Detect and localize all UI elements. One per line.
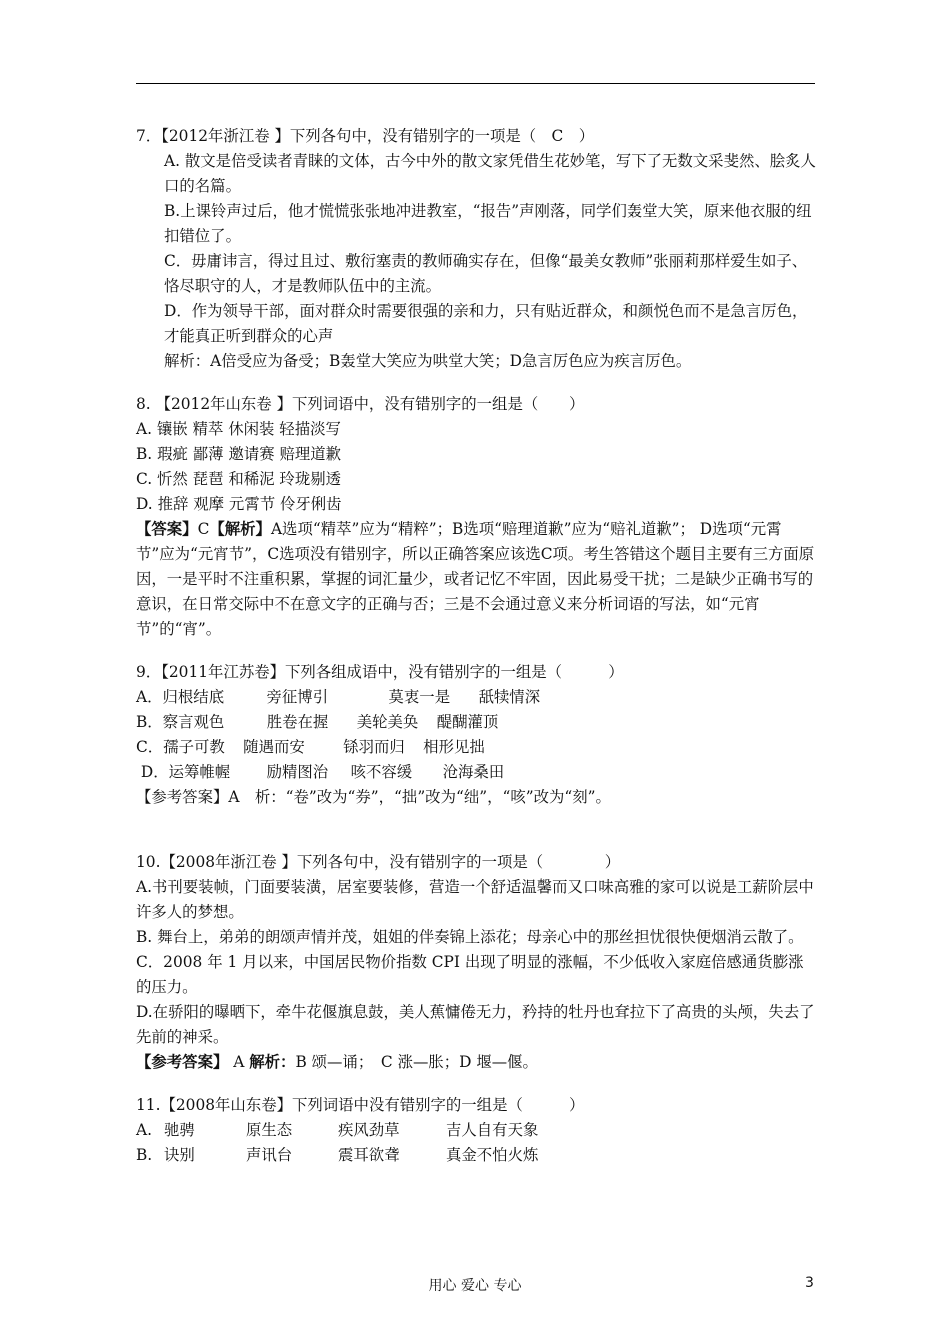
q11-word: 声讯台 xyxy=(246,1146,293,1164)
q9-option-label: B． xyxy=(136,713,163,731)
q8-analysis-label: 【解析】 xyxy=(209,520,271,538)
q9-answer: 【参考答案】A 析：“卷”改为“券”，“拙”改为“绌”，“咳”改为“刻”。 xyxy=(136,788,611,806)
q11-option-label: A. xyxy=(136,1121,157,1139)
q11-option-b xyxy=(136,1143,816,1168)
q11-word: 疾风劲草 xyxy=(338,1121,400,1139)
q9-option-a xyxy=(136,685,816,710)
q9-word: 咳不容缓 xyxy=(350,763,413,781)
q10-answer-label: 【参考答案】 xyxy=(136,1053,229,1071)
q7-option-c: C．毋庸讳言，得过且过、敷衍塞责的教师确实存在，但像“最美女教师”张丽莉那样爱生如子、恪尽职守的人，才是教师队伍中的主流。 xyxy=(164,252,808,295)
q8-answer-value: C xyxy=(197,520,210,538)
q9-word: 胜卷在握 xyxy=(266,713,329,731)
q9-option-b xyxy=(136,710,816,735)
q10-answer-block xyxy=(136,1050,816,1075)
q11-option-label: B. xyxy=(136,1146,158,1164)
q9-option-label: C． xyxy=(136,738,164,756)
page-content xyxy=(136,124,816,1168)
q8-answer-label: 【答案】 xyxy=(136,520,198,538)
q9-option-d xyxy=(136,760,816,785)
q10-option-a: A.书刊要装帧，门面要装潢，居室要装修，营造一个舒适温馨而又口味高雅的家可以说是工薪阶层中许多人的梦想。 xyxy=(136,878,814,921)
q9-word: 沧海桑田 xyxy=(442,763,505,781)
q9-word: 随遇而安 xyxy=(243,738,305,756)
q9-option-c xyxy=(136,735,816,760)
q10-option-c: C．2008 年 1 月以来，中国居民物价指数 CPI 出现了明显的涨幅，不少低收入家庭倍感通货膨涨的压力。 xyxy=(136,953,804,996)
header-rule xyxy=(136,83,815,84)
q7-option-a: A. 散文是倍受读者青睐的文体，古今中外的散文家凭借生花妙笔，写下了无数文采斐然、脍炙人口的名篇。 xyxy=(164,152,816,195)
q9-word: 孺子可教 xyxy=(163,738,225,756)
q7-analysis: 解析：A倍受应为备受；B轰堂大笑应为哄堂大笑；D急言厉色应为疾言厉色。 xyxy=(164,352,692,370)
q9-word: 归根结底 xyxy=(162,688,225,706)
q8-title: 8. 【2012年山东卷 】下列词语中，没有错别字的一组是（ ） xyxy=(136,395,585,413)
q11-word: 原生态 xyxy=(246,1121,293,1139)
q9-word: 美轮美奂 xyxy=(356,713,419,731)
q9-word: 醍醐灌顶 xyxy=(436,713,499,731)
q9-option-label: A． xyxy=(136,688,163,706)
page-number: 3 xyxy=(805,1275,814,1291)
q10-option-d: D.在骄阳的曝晒下，牵牛花偃旗息鼓，美人蕉慵倦无力，矜持的牡丹也耷拉下了高贵的头颅，失去了先前的神采。 xyxy=(136,1003,815,1046)
q8-option-c: C. 忻然 琵琶 和稀泥 玲珑剔透 xyxy=(136,470,341,488)
q9-word: 察言观色 xyxy=(162,713,225,731)
footer-motto: 用心 爱心 专心 xyxy=(428,1278,522,1294)
q7-title: 7．【2012年浙江卷 】下列各句中，没有错别字的一项是（ C ） xyxy=(136,127,595,145)
q10-title: 10.【2008年浙江卷 】下列各句中，没有错别字的一项是（ ） xyxy=(136,853,621,871)
q10-analysis: B 颂—诵； C 涨—胀；D 堰—偃。 xyxy=(295,1053,538,1071)
q9-word: 莫衷一是 xyxy=(388,688,451,706)
q8-answer-block xyxy=(136,517,816,642)
q11-option-a xyxy=(136,1118,816,1143)
q10-answer-value: A xyxy=(228,1053,250,1071)
q11-word: 吉人自有天象 xyxy=(446,1121,539,1139)
q8-option-d: D. 推辞 观摩 元霄节 伶牙俐齿 xyxy=(136,495,342,513)
q10-analysis-label: 解析： xyxy=(249,1053,296,1071)
q7-option-b: B.上课铃声过后，他才慌慌张张地冲进教室，“报告”声刚落，同学们轰堂大笑，原来他衣服的纽扣错位了。 xyxy=(164,202,812,245)
q11-title: 11.【2008年山东卷】下列词语中没有错别字的一组是（ ） xyxy=(136,1096,585,1114)
q8-option-a: A. 镶嵌 精萃 休闲装 轻描淡写 xyxy=(136,420,341,438)
q9-word: 舐犊情深 xyxy=(478,688,541,706)
q9-word: 励精图治 xyxy=(266,763,329,781)
q8-option-b: B. 瑕疵 鄙薄 邀请赛 赔理道歉 xyxy=(136,445,342,463)
q9-word: 相形见拙 xyxy=(423,738,485,756)
q9-title: 9．【2011年江苏卷】下列各组成语中，没有错别字的一组是（ ） xyxy=(136,663,624,681)
q11-word: 震耳欲聋 xyxy=(338,1146,400,1164)
q10-option-b: B. 舞台上，弟弟的朗颂声情并茂，姐姐的伴奏锦上添花；母亲心中的那丝担忧很快便烟消云散了。 xyxy=(136,928,804,946)
q11-word: 真金不怕火炼 xyxy=(446,1146,539,1164)
q9-word: 旁征博引 xyxy=(266,688,329,706)
q9-word: 铩羽而归 xyxy=(343,738,405,756)
q8-analysis: A选项“精萃”应为“精粹”；B选项“赔理道歉”应为“赔礼道歉”； D选项“元霄节”应为“元宵节”，C选项没有错别字，所以正确答案应该选C项。考生答错这个题目主要有三方面原因，一是平时不注重积累，掌握的词汇量少，或者记忆不牢固，因此易受干扰；二是缺少正确书写的意识，在日常交际中不在意文字的正确与否；三是不会通过意义来分析词语的写法，如“元宵节”的“宵”。 xyxy=(136,520,815,638)
q11-word: 诀别 xyxy=(164,1146,195,1164)
q7-option-d: D．作为领导干部，面对群众时需要很强的亲和力，只有贴近群众，和颜悦色而不是急言厉色，才能真正听到群众的心声 xyxy=(164,302,808,345)
q11-word: 驰骋 xyxy=(164,1121,195,1139)
q9-word: 运筹帷幄 xyxy=(168,763,231,781)
q9-option-label: D． xyxy=(136,763,169,781)
